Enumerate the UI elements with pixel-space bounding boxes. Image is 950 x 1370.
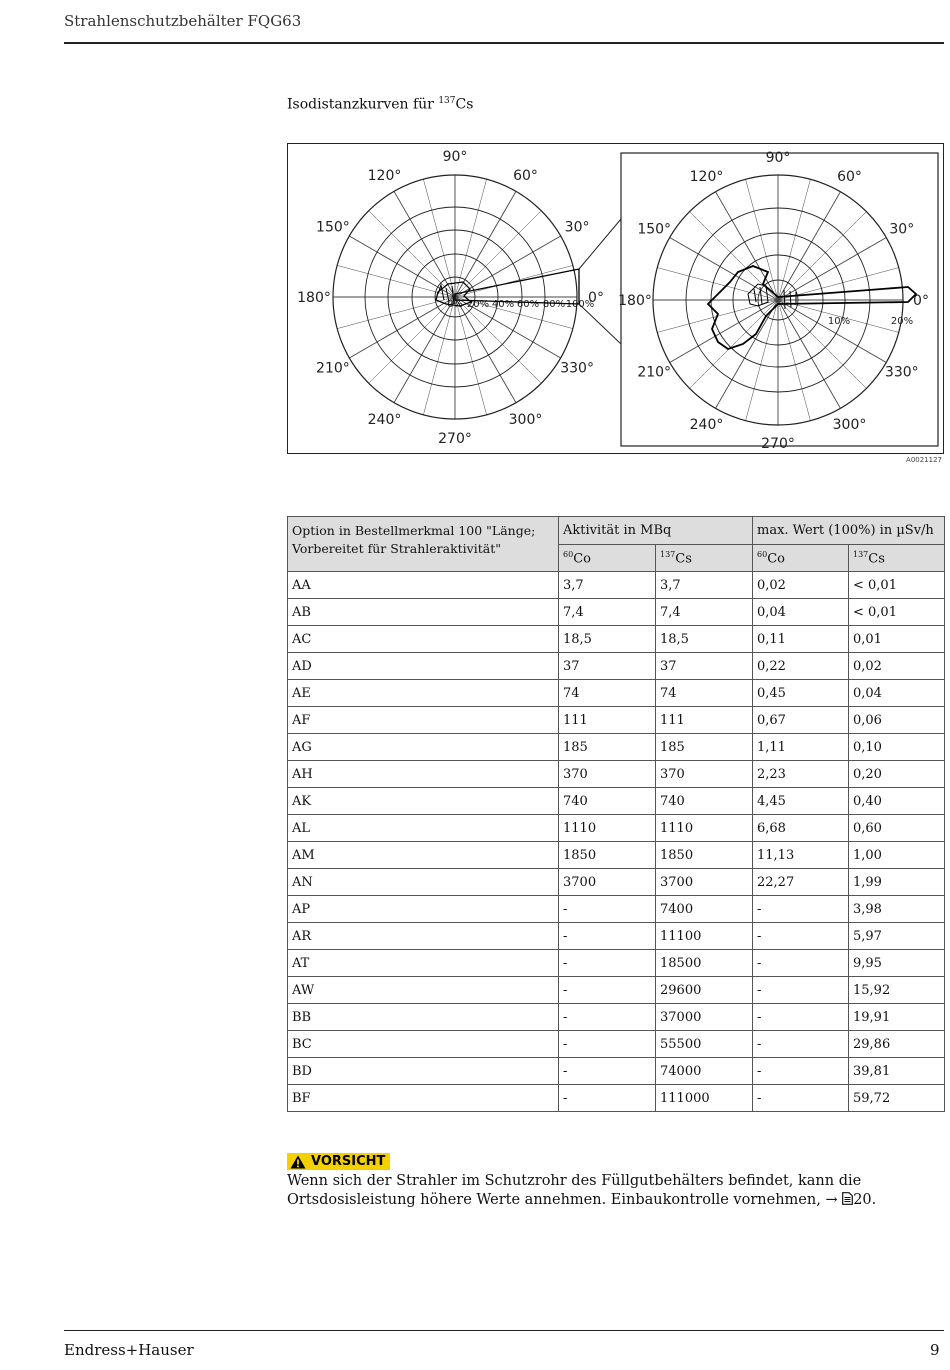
cell-activity-co: 740: [559, 788, 656, 815]
table-row: [288, 869, 945, 896]
left-polar-angle-label: 0°: [588, 290, 604, 306]
cell-activity-co: -: [559, 977, 656, 1004]
left-polar-angle-label: 180°: [297, 290, 331, 306]
cell-activity-cs: 74000: [656, 1058, 753, 1085]
cell-option: BC: [288, 1031, 559, 1058]
left-polar-radial-label: 80%: [542, 299, 566, 310]
cell-max-co: -: [753, 1031, 849, 1058]
cell-activity-co: -: [559, 923, 656, 950]
figure-id: A0021127: [906, 456, 942, 464]
left-polar-angle-label: 60°: [513, 167, 538, 184]
cell-option: AR: [288, 923, 559, 950]
cell-activity-cs: 7400: [656, 896, 753, 923]
left-polar-angle-label: 210°: [316, 360, 350, 377]
cell-activity-cs: 1110: [656, 815, 753, 842]
co-mass: 60: [563, 549, 574, 559]
cell-max-cs: 19,91: [849, 1004, 945, 1031]
header-activity-co: [559, 545, 656, 572]
header-max-co: [753, 545, 849, 572]
left-polar-radial-line: [455, 179, 487, 297]
cs-symbol: Cs: [675, 551, 692, 567]
cell-max-co: -: [753, 923, 849, 950]
cell-option: AK: [288, 788, 559, 815]
activity-table: [287, 516, 945, 1112]
table-row: [288, 572, 945, 599]
table-row: [288, 896, 945, 923]
cell-max-co: 0,04: [753, 599, 849, 626]
right-polar-angle-label: 330°: [884, 364, 919, 381]
warning-icon: [290, 1155, 306, 1169]
right-polar-angle-label: 150°: [637, 221, 672, 238]
cell-option: AC: [288, 626, 559, 653]
left-polar-radial-line: [455, 297, 490, 415]
cell-activity-co: -: [559, 1058, 656, 1085]
table-row: [288, 680, 945, 707]
caution-label: VORSICHT: [311, 1154, 386, 1169]
left-polar-angle-label: 150°: [316, 219, 350, 236]
cell-max-cs: 0,10: [849, 734, 945, 761]
cell-activity-co: 74: [559, 680, 656, 707]
left-polar-angle-label: 30°: [564, 219, 590, 236]
right-polar-radial-label: 20%: [890, 316, 914, 327]
header-max-cs: [849, 545, 945, 572]
right-polar-angle-label: 0°: [913, 293, 929, 309]
cell-max-co: -: [753, 1004, 849, 1031]
right-polar-angle-label: 90°: [765, 150, 791, 166]
cell-max-co: 1,11: [753, 734, 849, 761]
cell-activity-cs: 370: [656, 761, 753, 788]
cell-option: AD: [288, 653, 559, 680]
cell-option: AT: [288, 950, 559, 977]
left-polar-angle-label: 300°: [508, 412, 543, 429]
page-reference-link[interactable]: 20.: [853, 1192, 877, 1208]
right-polar-radial-label: 10%: [827, 316, 851, 327]
cell-max-cs: < 0,01: [849, 599, 945, 626]
cell-activity-co: -: [559, 950, 656, 977]
cell-activity-co: 7,4: [559, 599, 656, 626]
header-divider: [64, 42, 944, 44]
cell-activity-co: 185: [559, 734, 656, 761]
right-polar-angle-label: 120°: [689, 169, 724, 186]
cell-option: AN: [288, 869, 559, 896]
left-polar-radial-line: [369, 297, 455, 383]
left-polar-angle-label: 240°: [367, 412, 402, 429]
caution-body: Wenn sich der Strahler im Schutzrohr des Füllgutbehälters befindet, kann die Ortsdosisleistung höhere Werte annehmen. Einbaukontrolle vornehmen,: [287, 1173, 862, 1208]
table-row: [288, 626, 945, 653]
left-polar-radial-line: [455, 265, 573, 297]
cell-max-cs: 29,86: [849, 1031, 945, 1058]
cell-max-co: 6,68: [753, 815, 849, 842]
cell-max-co: 11,13: [753, 842, 849, 869]
cell-activity-co: -: [559, 1031, 656, 1058]
header-max-value: max. Wert (100%) in µSv/h: [753, 517, 945, 545]
table-row: [288, 734, 945, 761]
cell-option: AB: [288, 599, 559, 626]
cell-activity-cs: 1850: [656, 842, 753, 869]
footer-brand: Endress+Hauser: [64, 1341, 194, 1359]
caution-text: [287, 1172, 947, 1210]
cs-mass: 137: [660, 549, 676, 559]
left-polar-radial-label: 20%: [466, 299, 490, 310]
isotope-symbol: Cs: [455, 96, 474, 113]
right-polar-angle-label: 60°: [837, 169, 862, 186]
footer-divider: [64, 1330, 944, 1331]
cell-max-cs: 0,20: [849, 761, 945, 788]
left-polar-radial-line: [369, 211, 455, 297]
page-number: 9: [930, 1341, 940, 1359]
document-icon: [842, 1192, 853, 1205]
cell-max-co: -: [753, 1058, 849, 1085]
cell-activity-cs: 74: [656, 680, 753, 707]
cell-activity-co: 18,5: [559, 626, 656, 653]
cell-max-co: 0,22: [753, 653, 849, 680]
cell-activity-cs: 740: [656, 788, 753, 815]
cell-max-cs: 15,92: [849, 977, 945, 1004]
cell-max-cs: 9,95: [849, 950, 945, 977]
left-polar-radial-label: 0%: [447, 299, 463, 310]
cell-max-cs: 0,04: [849, 680, 945, 707]
table-row: [288, 1031, 945, 1058]
cell-activity-cs: 11100: [656, 923, 753, 950]
header-title: Strahlenschutzbehälter FQG63: [64, 12, 302, 30]
cell-max-co: 4,45: [753, 788, 849, 815]
cell-max-co: -: [753, 977, 849, 1004]
cell-option: AG: [288, 734, 559, 761]
cell-max-co: 0,02: [753, 572, 849, 599]
table-row: [288, 950, 945, 977]
cell-option: AL: [288, 815, 559, 842]
table-row: [288, 1004, 945, 1031]
cell-activity-co: 1850: [559, 842, 656, 869]
left-polar-radial-label: 40%: [491, 299, 515, 310]
isodistance-figure: [287, 143, 944, 454]
table-row: [288, 599, 945, 626]
cell-max-cs: 1,00: [849, 842, 945, 869]
left-polar-radial-line: [423, 297, 455, 415]
section-title-prefix: Isodistanzkurven für: [287, 96, 439, 113]
cell-max-co: -: [753, 1085, 849, 1112]
table-row: [288, 923, 945, 950]
cell-option: BD: [288, 1058, 559, 1085]
header-activity-cs: [656, 545, 753, 572]
cell-option: AW: [288, 977, 559, 1004]
table-row: [288, 977, 945, 1004]
cell-activity-cs: 29600: [656, 977, 753, 1004]
cell-max-cs: 39,81: [849, 1058, 945, 1085]
cell-activity-co: -: [559, 1004, 656, 1031]
right-polar-angle-label: 270°: [761, 436, 795, 452]
cell-activity-co: 3,7: [559, 572, 656, 599]
cell-max-cs: 0,01: [849, 626, 945, 653]
cell-activity-cs: 111000: [656, 1085, 753, 1112]
cell-activity-cs: 7,4: [656, 599, 753, 626]
cell-activity-cs: 18500: [656, 950, 753, 977]
left-polar-angle-label: 90°: [442, 149, 468, 165]
cell-option: AA: [288, 572, 559, 599]
cell-activity-co: 370: [559, 761, 656, 788]
table-row: [288, 788, 945, 815]
cell-activity-cs: 18,5: [656, 626, 753, 653]
cell-activity-co: 1110: [559, 815, 656, 842]
left-polar-radial-label: 100%: [565, 299, 595, 310]
cell-max-cs: 0,02: [849, 653, 945, 680]
left-polar-radial-line: [423, 179, 455, 297]
cell-activity-cs: 111: [656, 707, 753, 734]
cell-activity-cs: 3700: [656, 869, 753, 896]
table-row: [288, 653, 945, 680]
caution-badge: [287, 1153, 390, 1170]
table-row: [288, 761, 945, 788]
left-polar-angle-label: 270°: [438, 431, 472, 447]
table-header-row: [288, 517, 945, 545]
isotope-mass: 137: [438, 96, 456, 106]
cell-activity-cs: 37: [656, 653, 753, 680]
left-polar-radial-label: 60%: [516, 299, 540, 310]
section-title: [287, 96, 473, 113]
left-polar-angle-label: 120°: [367, 167, 402, 184]
cell-activity-cs: 185: [656, 734, 753, 761]
cell-max-co: 0,11: [753, 626, 849, 653]
table-row: [288, 815, 945, 842]
cell-max-cs: 3,98: [849, 896, 945, 923]
cell-max-co: 2,23: [753, 761, 849, 788]
right-polar-angle-label: 180°: [618, 293, 652, 309]
cs-mass: 137: [853, 549, 869, 559]
cell-max-co: 0,45: [753, 680, 849, 707]
cell-option: AF: [288, 707, 559, 734]
cell-option: AH: [288, 761, 559, 788]
cell-option: BF: [288, 1085, 559, 1112]
co-mass: 60: [757, 549, 768, 559]
cell-activity-co: 111: [559, 707, 656, 734]
left-polar-angle-label: 330°: [560, 360, 594, 377]
zoom-connector: [579, 304, 621, 344]
cell-option: BB: [288, 1004, 559, 1031]
cell-max-co: -: [753, 950, 849, 977]
cell-option: AM: [288, 842, 559, 869]
polar-diagrams: [288, 144, 943, 453]
right-polar-angle-label: 210°: [637, 364, 672, 381]
cell-activity-co: -: [559, 896, 656, 923]
co-symbol: Co: [767, 551, 785, 567]
cell-max-cs: 0,60: [849, 815, 945, 842]
cell-max-cs: 1,99: [849, 869, 945, 896]
cell-activity-cs: 37000: [656, 1004, 753, 1031]
cell-activity-co: 3700: [559, 869, 656, 896]
table-row: [288, 842, 945, 869]
cell-activity-co: -: [559, 1085, 656, 1112]
co-symbol: Co: [573, 551, 591, 567]
table-row: [288, 707, 945, 734]
cell-max-cs: 5,97: [849, 923, 945, 950]
cell-max-co: 22,27: [753, 869, 849, 896]
cell-max-cs: < 0,01: [849, 572, 945, 599]
cs-symbol: Cs: [868, 551, 885, 567]
cell-max-cs: 0,06: [849, 707, 945, 734]
cell-option: AE: [288, 680, 559, 707]
right-polar-angle-label: 30°: [889, 221, 915, 238]
right-polar-angle-label: 240°: [689, 416, 724, 433]
table-row: [288, 1058, 945, 1085]
cell-activity-cs: 3,7: [656, 572, 753, 599]
header-activity: Aktivität in MBq: [559, 517, 753, 545]
table-row: [288, 1085, 945, 1112]
cell-activity-cs: 55500: [656, 1031, 753, 1058]
left-polar-radial-line: [337, 297, 455, 329]
cell-max-cs: 59,72: [849, 1085, 945, 1112]
header-option: Option in Bestellmerkmal 100 "Länge; Vorbereitet für Strahleraktivität": [288, 517, 559, 572]
left-polar-radial-line: [455, 211, 541, 297]
cell-option: AP: [288, 896, 559, 923]
right-polar-angle-label: 300°: [832, 416, 867, 433]
cell-max-cs: 0,40: [849, 788, 945, 815]
arrow-icon: →: [825, 1192, 838, 1208]
cell-max-co: -: [753, 896, 849, 923]
cell-max-co: 0,67: [753, 707, 849, 734]
cell-activity-co: 37: [559, 653, 656, 680]
